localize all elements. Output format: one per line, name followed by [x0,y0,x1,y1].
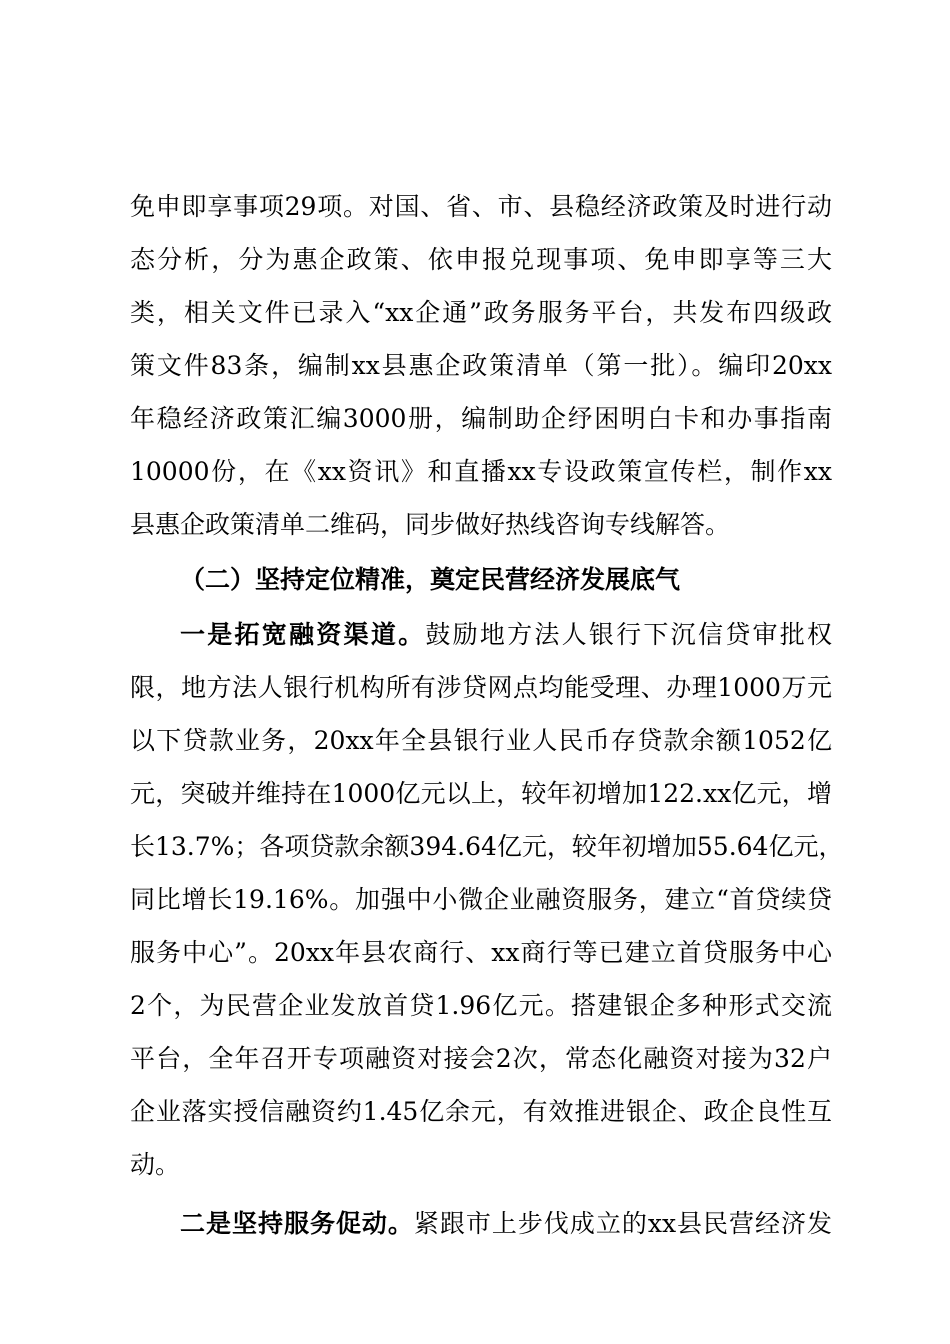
paragraph-first-line [130,608,832,661]
text-line: 动。 [130,1150,181,1179]
paragraph-first-line [130,1197,832,1250]
text-line: 年稳经济政策汇编3000册，编制助企纾困明白卡和办事指南 [130,404,832,433]
text-line: 免申即享事项29项。对国、省、市、县稳经济政策及时进行动 [130,192,832,221]
text-line: 县惠企政策清单二维码，同步做好热线咨询专线解答。 [130,510,731,539]
text-line: 策文件83条，编制xx县惠企政策清单（第一批）。编印20xx [130,351,832,380]
text-line: 2个，为民营企业发放首贷1.96亿元。搭建银企多种形式交流 [130,991,832,1020]
text-line: 长13.7%；各项贷款余额394.64亿元，较年初增加55.64亿元， [130,832,844,861]
text-line: 10000份，在《xx资讯》和直播xx专设政策宣传栏，制作xx [130,457,832,486]
text-line: 元，突破并维持在1000亿元以上，较年初增加122.xx亿元，增 [130,779,832,808]
text-line: 限，地方法人银行机构所有涉贷网点均能受理、办理1000万元 [130,673,832,702]
text-line: 平台，全年召开专项融资对接会2次，常态化融资对接为32户 [130,1044,832,1073]
text-line: 以下贷款业务，20xx年全县银行业人民币存贷款余额1052亿 [130,726,832,755]
text-line: 同比增长19.16%。加强中小微企业融资服务，建立“首贷续贷 [130,885,832,914]
paragraph-lead: 一是拓宽融资渠道。 [180,620,426,649]
paragraph-lead-rest: 紧跟市上步伐成立的xx县民营经济发 [413,1209,832,1238]
text-line: 态分析，分为惠企政策、依申报兑现事项、免申即享等三大 [130,245,832,274]
text-line: 类，相关文件已录入“xx企通”政务服务平台，共发布四级政 [130,298,832,327]
paragraph-lead: 二是坚持服务促动。 [180,1209,414,1238]
document-page [130,180,844,1250]
text-line: 服务中心”。20xx年县农商行、xx商行等已建立首贷服务中心 [130,938,832,967]
paragraph-2 [130,608,844,1191]
text-line: 企业落实授信融资约1.45亿余元，有效推进银企、政企良性互 [130,1097,832,1126]
paragraph-3 [130,1197,832,1250]
section-heading: （二）坚持定位精准，奠定民营经济发展底气 [180,565,681,594]
paragraph-1 [130,180,832,551]
paragraph-lead-rest: 鼓励地方法人银行下沉信贷审批权 [425,620,832,649]
